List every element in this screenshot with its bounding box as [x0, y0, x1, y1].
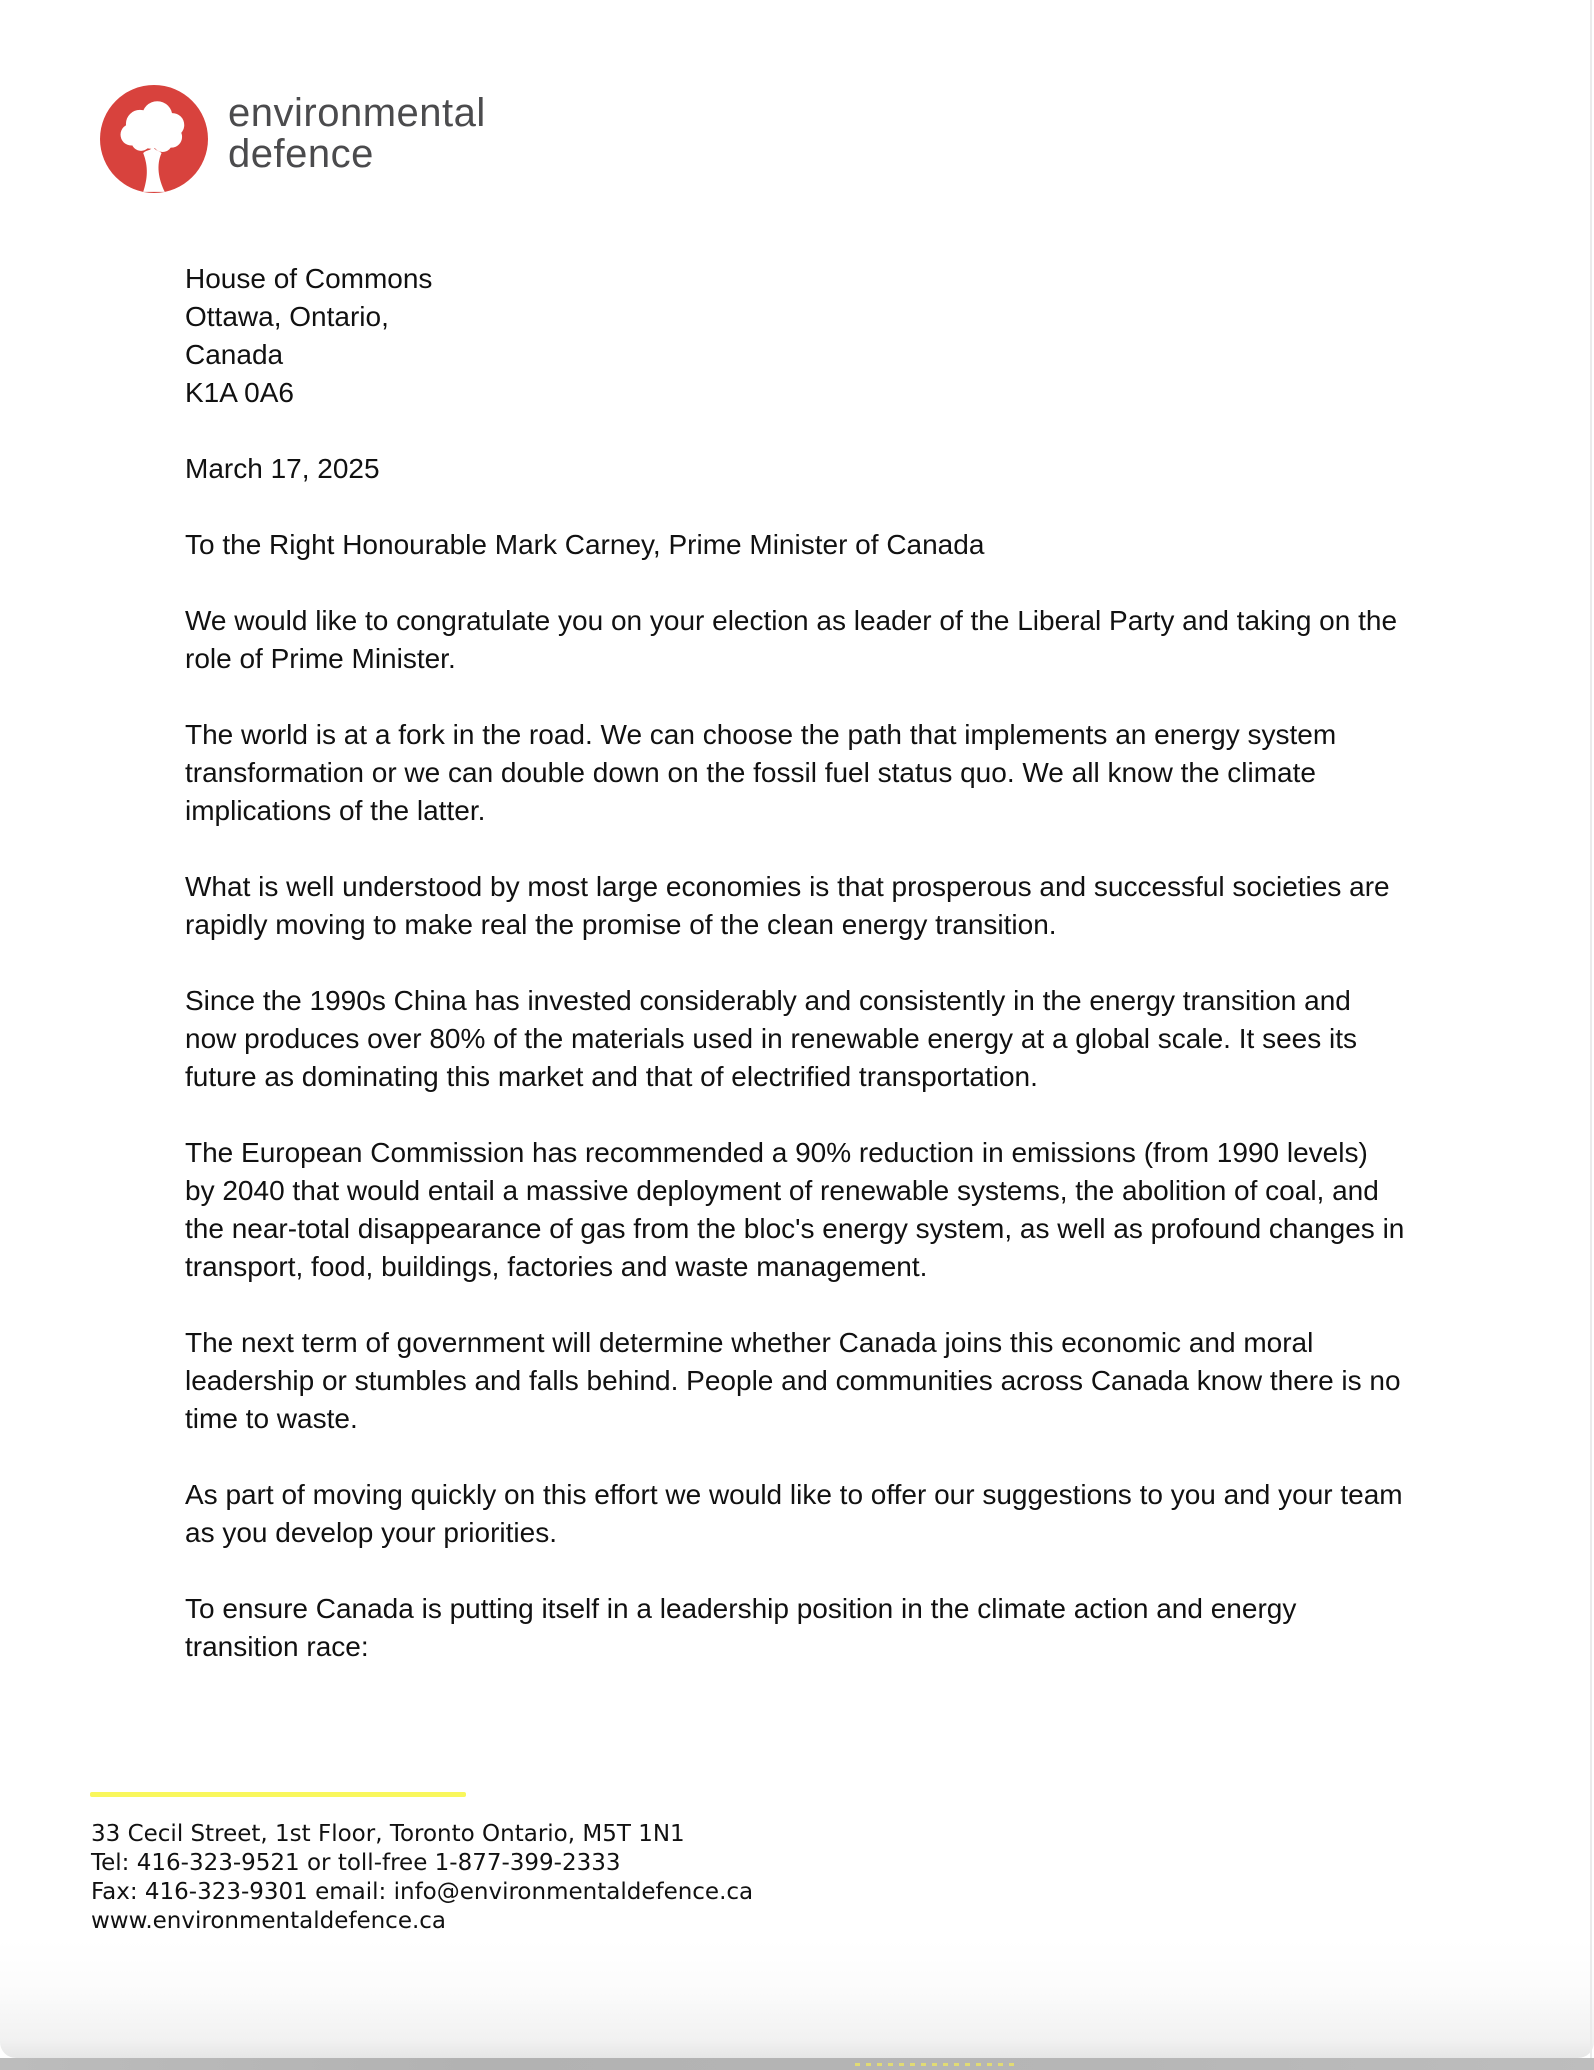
body-paragraph: To ensure Canada is putting itself in a leadership position in the climate action and energy transition race: [185, 1593, 1297, 1662]
org-wordmark-line2: defence [228, 132, 374, 176]
address-line: House of Commons [185, 263, 433, 294]
footer-street-address: 33 Cecil Street, 1st Floor, Toronto Ontario, M5T 1N1 [91, 1821, 685, 1847]
address-line: K1A 0A6 [185, 377, 294, 408]
org-logo [100, 85, 486, 193]
date-line: March 17, 2025 [185, 453, 380, 484]
next-page-highlight-peek [855, 2063, 1015, 2066]
body-paragraph: The European Commission has recommended a 90% reduction in emissions (from 1990 levels) by 2040 that would entail a massive deployment of renewable systems, the abolition of coal, and the near-total disappearance of gas from the bloc's energy system, as well as profound changes in transport, food, buildings, factories and waste management. [185, 1137, 1405, 1282]
tree-icon [100, 85, 208, 193]
footer-fax-email: Fax: 416-323-9301 email: info@environmentaldefence.ca [91, 1879, 754, 1905]
page-bottom-shadow [0, 1940, 1594, 2058]
org-wordmark [228, 93, 486, 175]
letter-content [185, 260, 1405, 1704]
body-paragraph: We would like to congratulate you on your election as leader of the Liberal Party and taking on the role of Prime Minister. [185, 605, 1398, 674]
address-line: Ottawa, Ontario, [185, 301, 389, 332]
page-edge-line [1590, 0, 1592, 2058]
org-wordmark-line1: environmental [228, 91, 486, 135]
footer-phone: Tel: 416-323-9521 or toll-free 1-877-399-2333 [91, 1850, 621, 1876]
footer-highlight-divider [90, 1792, 466, 1797]
body-paragraph: Since the 1990s China has invested considerably and consistently in the energy transition and now produces over 80% of the materials used in renewable energy at a global scale. It sees its future as dominating this market and that of electrified transportation. [185, 985, 1357, 1092]
letter-footer [91, 1820, 753, 1936]
footer-website: www.environmentaldefence.ca [91, 1908, 447, 1934]
next-page-gap-strip [0, 2058, 1594, 2070]
body-paragraph: As part of moving quickly on this effort we would like to offer our suggestions to you and your team as you develop your priorities. [185, 1479, 1403, 1548]
body-paragraph: The next term of government will determine whether Canada joins this economic and moral leadership or stumbles and falls behind. People and communities across Canada know there is no time to waste. [185, 1327, 1401, 1434]
address-line: Canada [185, 339, 284, 370]
recipient-address [185, 260, 1405, 412]
body-paragraph: What is well understood by most large economies is that prosperous and successful societies are rapidly moving to make real the promise of the clean energy transition. [185, 871, 1390, 940]
salutation: To the Right Honourable Mark Carney, Prime Minister of Canada [185, 529, 985, 560]
body-paragraph: The world is at a fork in the road. We can choose the path that implements an energy system transformation or we can double down on the fossil fuel status quo. We all know the climate implications of the latter. [185, 719, 1337, 826]
